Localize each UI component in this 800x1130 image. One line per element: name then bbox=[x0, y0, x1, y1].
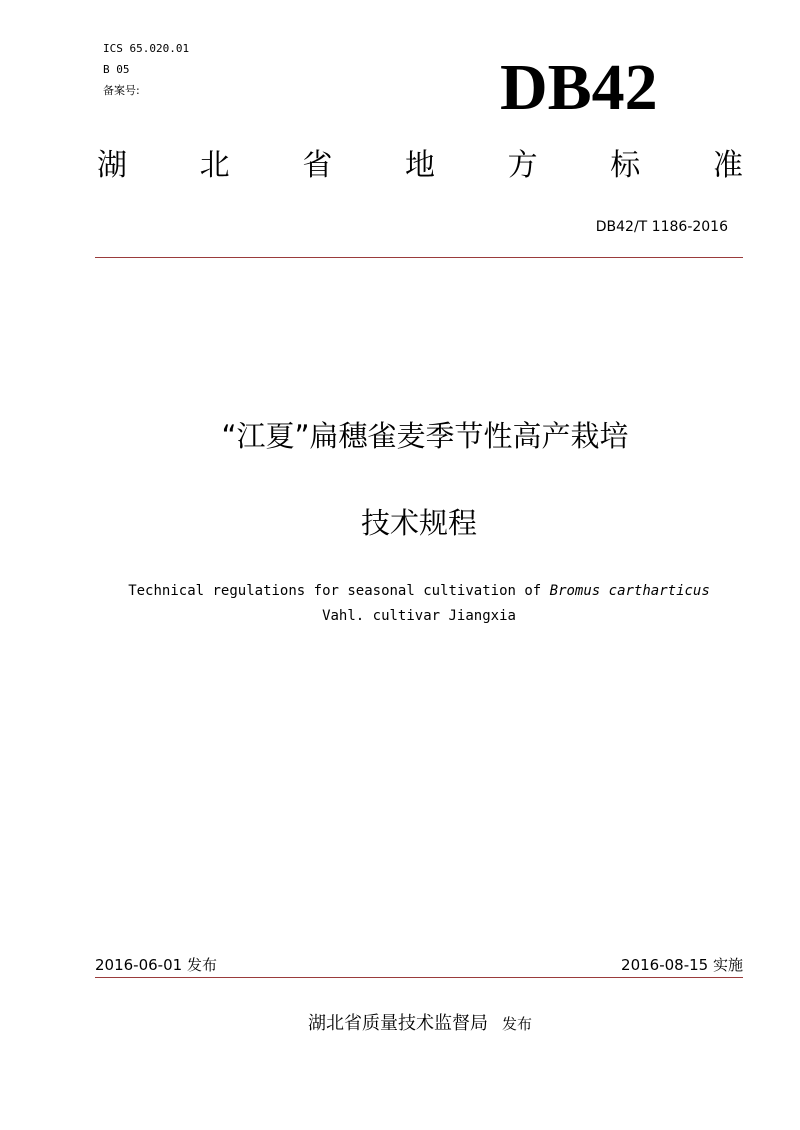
standard-type-heading bbox=[97, 144, 743, 188]
standard-type-char: 北 bbox=[199, 148, 230, 183]
title-line-2: 技术规程 bbox=[360, 506, 477, 540]
standard-type-char: 湖 bbox=[97, 148, 127, 183]
english-title-line-2: Vahl. cultivar Jiangxia bbox=[322, 608, 516, 624]
standard-type-char: 地 bbox=[404, 148, 435, 183]
english-title-prefix: Technical regulations for seasonal cultivation of bbox=[128, 583, 550, 599]
english-title-line-1 bbox=[0, 581, 800, 601]
top-divider bbox=[95, 257, 743, 258]
ics-code: ICS 65.020.01 bbox=[103, 42, 190, 55]
standard-type-char: 准 bbox=[712, 148, 743, 183]
standard-type-char: 标 bbox=[610, 148, 641, 183]
standard-number: DB42/T 1186-2016 bbox=[595, 219, 728, 235]
issuer-action: 发布 bbox=[501, 1015, 532, 1033]
english-title-species: Bromus cartharticus bbox=[549, 583, 710, 599]
implementation-date: 2016-08-15 实施 bbox=[621, 956, 743, 974]
title-line-1: “江夏”扁穗雀麦季节性高产栽培 bbox=[221, 419, 629, 453]
issue-date: 2016-06-01 发布 bbox=[95, 956, 217, 974]
bottom-divider bbox=[95, 977, 743, 978]
ccs-code: B 05 bbox=[103, 63, 130, 76]
filing-number-label: 备案号: bbox=[103, 84, 140, 97]
standard-type-char: 省 bbox=[302, 148, 333, 183]
issuer-name: 湖北省质量技术监督局 bbox=[307, 1013, 488, 1034]
issuing-authority bbox=[0, 1011, 800, 1037]
standard-code-logo: DB42 bbox=[500, 51, 658, 124]
standard-type-char: 方 bbox=[507, 148, 538, 183]
